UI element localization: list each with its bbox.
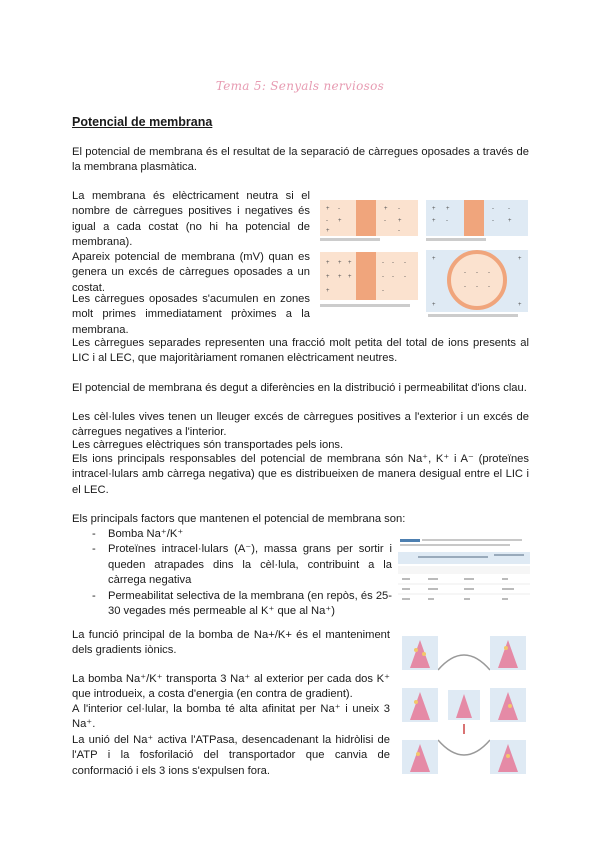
- svg-text:-: -: [382, 274, 384, 280]
- svg-text:-: -: [488, 284, 490, 290]
- svg-text:-: -: [492, 218, 494, 224]
- svg-text:-: -: [398, 206, 400, 212]
- svg-text:-: -: [384, 218, 386, 224]
- svg-text:-: -: [398, 228, 400, 234]
- svg-text:+: +: [518, 302, 522, 308]
- svg-text:-: -: [464, 270, 466, 276]
- svg-text:+: +: [384, 206, 388, 212]
- paragraph-pump-function: La funció principal de la bomba de Na+/K+ és el manteniment dels gradients iònics.: [72, 629, 390, 657]
- paragraph-pump-transport: La bomba Na⁺/K⁺ transporta 3 Na⁺ al exterior per cada dos K⁺ que introdueix, a costa d'energia (en contra de gradient).: [72, 673, 390, 701]
- svg-text:-: -: [464, 284, 466, 290]
- list-item: - Permeabilitat selectiva de la membrana (en repòs, és 25-30 vegades més permeable al K⁺ que al Na⁺): [92, 589, 392, 620]
- membrane-charge-figure: [318, 190, 530, 320]
- svg-text:+: +: [432, 218, 436, 224]
- svg-text:-: -: [446, 218, 448, 224]
- svg-text:-: -: [382, 288, 384, 294]
- paragraph-appears: Apareix potencial de membrana (mV) quan es genera un excés de càrregues oposades a un costat.: [72, 251, 310, 294]
- paragraph-main-ions: Els ions principals responsables del potencial de membrana són Na⁺, K⁺ i A⁻ (proteïnes intracel·lulars amb càrrega negativa) que es distribueixen de manera desigual entre el LIC i el LEC.: [72, 453, 529, 496]
- svg-text:-: -: [392, 274, 394, 280]
- page-title: Tema 5: Senyals nerviosos: [215, 79, 385, 93]
- svg-text:-: -: [492, 206, 494, 212]
- svg-text:+: +: [326, 228, 330, 234]
- svg-text:+: +: [338, 274, 342, 280]
- paragraph-due-to: El potencial de membrana és degut a diferències en la distribució i permeabilitat d'ions clau.: [72, 382, 527, 394]
- paragraph-fraction: Les càrregues separades representen una fracció molt petita del total de ions presents al LIC i al LEC, que majoritàriament romanen elèctricament neutres.: [72, 337, 529, 365]
- svg-text:+: +: [338, 218, 342, 224]
- svg-text:+: +: [326, 206, 330, 212]
- paragraph-neutral: La membrana és elèctricament neutra si el nombre de càrregues positives i negatives és igual a cada costat (no hi ha potencial de membrana).: [72, 190, 310, 249]
- svg-text:-: -: [382, 260, 384, 266]
- svg-text:+: +: [348, 260, 352, 266]
- svg-text:-: -: [404, 260, 406, 266]
- svg-text:+: +: [398, 218, 402, 224]
- ion-concentration-table-figure: [398, 536, 530, 606]
- svg-text:+: +: [432, 206, 436, 212]
- svg-text:-: -: [338, 206, 340, 212]
- svg-text:+: +: [326, 260, 330, 266]
- svg-text:+: +: [326, 288, 330, 294]
- svg-text:+: +: [348, 274, 352, 280]
- svg-text:-: -: [488, 270, 490, 276]
- sodium-potassium-pump-figure: [398, 630, 530, 780]
- list-item: - Proteïnes intracel·lulars (A⁻), massa grans per sortir i queden atrapades dins la cèl·lula, contribuint a la càrrega negativa: [92, 542, 392, 588]
- paragraph-pump-affinity: A l'interior cel·lular, la bomba té alta afinitat per Na⁺ i uneix 3 Na⁺.: [72, 703, 390, 731]
- svg-text:-: -: [476, 270, 478, 276]
- svg-text:+: +: [518, 256, 522, 262]
- paragraph-factors: Els principals factors que mantenen el potencial de membrana son:: [72, 513, 406, 525]
- paragraph-accumulate: Les càrregues oposades s'acumulen en zones molt primes immediatament pròximes a la membrana.: [72, 293, 310, 336]
- section-heading: Potencial de membrana: [72, 115, 213, 129]
- list-item: - Bomba Na⁺/K⁺: [92, 527, 392, 542]
- svg-text:+: +: [432, 256, 436, 262]
- paragraph-ions: Les càrregues elèctriques són transportades pels ions.: [72, 439, 344, 451]
- paragraph-living-cells: Les cèl·lules vives tenen un lleuger excés de càrregues positives a l'exterior i un excés de càrregues negatives a l'interior.: [72, 411, 529, 439]
- svg-text:-: -: [404, 274, 406, 280]
- factors-list: [92, 527, 392, 619]
- svg-text:-: -: [326, 218, 328, 224]
- svg-text:+: +: [446, 206, 450, 212]
- paragraph-pump-atpase: La unió del Na⁺ activa l'ATPasa, desencadenant la hidròlisi de l'ATP i la fosforilació del transportador que canvia de conformació i els 3 ions s'expulsen fora.: [72, 734, 390, 777]
- svg-text:+: +: [432, 302, 436, 308]
- svg-text:-: -: [508, 206, 510, 212]
- svg-text:+: +: [508, 218, 512, 224]
- svg-text:+: +: [338, 260, 342, 266]
- svg-text:+: +: [326, 274, 330, 280]
- svg-text:-: -: [392, 260, 394, 266]
- paragraph-definition: El potencial de membrana és el resultat de la separació de càrregues oposades a través de la membrana plasmàtica.: [72, 146, 529, 174]
- svg-text:-: -: [476, 284, 478, 290]
